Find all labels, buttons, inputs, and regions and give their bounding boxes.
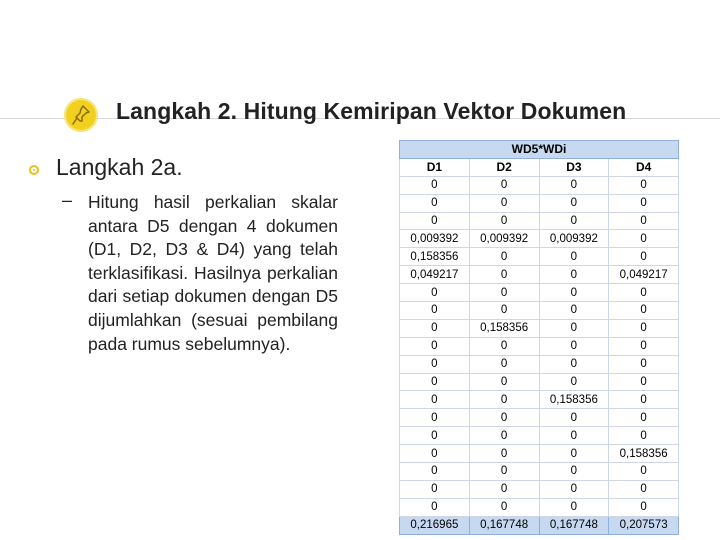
table-cell: 0 [539, 284, 609, 302]
table-row [400, 480, 679, 498]
table-cell: 0 [539, 248, 609, 266]
table-cell: 0 [469, 337, 539, 355]
table-cell: 0 [609, 409, 679, 427]
table-row [400, 248, 679, 266]
table-row [400, 337, 679, 355]
table-cell: 0 [400, 176, 470, 194]
table-cell: 0 [609, 319, 679, 337]
dash-bullet: – [62, 190, 73, 210]
pushpin-icon [64, 98, 98, 132]
table-cell: 0 [469, 445, 539, 463]
table-cell: 0 [400, 319, 470, 337]
table-row [400, 409, 679, 427]
table-cell: 0 [609, 212, 679, 230]
table-row [400, 355, 679, 373]
table-cell: 0 [539, 194, 609, 212]
table-cell: 0 [400, 284, 470, 302]
ring-bullet-icon [29, 165, 39, 175]
table-title: WD5*WDi [400, 141, 679, 159]
table-cell: 0 [469, 373, 539, 391]
table-cell: 0 [469, 248, 539, 266]
column-header: D3 [539, 158, 609, 176]
table-cell: 0 [469, 176, 539, 194]
table-cell: 0 [469, 302, 539, 320]
table-cell: 0 [539, 212, 609, 230]
table-row [400, 230, 679, 248]
table-cell: 0 [469, 391, 539, 409]
table-row [400, 463, 679, 481]
sub-bullet-text: Hitung hasil perkalian skalar antara D5 dengan 4 dokumen (D1, D2, D3 & D4) yang telah terklasifikasi. Hasilnya perkalian dari setiap dokumen dengan D5 dijumlahkan (sesuai pembilang pada rumus sebelumnya). [88, 192, 338, 354]
table-cell: 0 [400, 337, 470, 355]
total-cell: 0,207573 [609, 516, 679, 534]
table-cell: 0,009392 [469, 230, 539, 248]
table-row [400, 176, 679, 194]
table-cell: 0,158356 [609, 445, 679, 463]
table-row [400, 391, 679, 409]
table-cell: 0 [400, 391, 470, 409]
table-cell: 0 [539, 176, 609, 194]
table-cell: 0 [539, 355, 609, 373]
slide-title: Langkah 2. Hitung Kemiripan Vektor Dokumen [116, 98, 627, 124]
table-cell: 0 [539, 463, 609, 481]
table-totals-row [400, 516, 679, 534]
table-cell: 0 [609, 284, 679, 302]
table-cell: 0 [539, 373, 609, 391]
table-cell: 0 [609, 176, 679, 194]
table-cell: 0 [609, 480, 679, 498]
table-title-row [400, 141, 679, 159]
table-cell: 0 [539, 445, 609, 463]
table-row [400, 319, 679, 337]
table-cell: 0 [539, 427, 609, 445]
table-cell: 0 [539, 302, 609, 320]
total-cell: 0,216965 [400, 516, 470, 534]
table-cell: 0 [609, 302, 679, 320]
table-cell: 0 [539, 337, 609, 355]
table-row [400, 302, 679, 320]
table-cell: 0 [609, 498, 679, 516]
table-cell: 0 [609, 355, 679, 373]
column-header: D1 [400, 158, 470, 176]
table-cell: 0 [400, 498, 470, 516]
table-cell: 0 [469, 480, 539, 498]
table-cell: 0 [469, 266, 539, 284]
similarity-table [399, 140, 679, 535]
table-cell: 0 [400, 480, 470, 498]
table-cell: 0 [400, 212, 470, 230]
table-cell: 0 [609, 427, 679, 445]
table-cell: 0 [469, 355, 539, 373]
table-cell: 0 [400, 373, 470, 391]
table-row [400, 445, 679, 463]
table-row [400, 266, 679, 284]
table-row [400, 194, 679, 212]
column-header: D4 [609, 158, 679, 176]
table-cell: 0,049217 [609, 266, 679, 284]
table-cell: 0 [400, 355, 470, 373]
table-cell: 0 [609, 248, 679, 266]
table-cell: 0 [469, 498, 539, 516]
table-cell: 0 [469, 427, 539, 445]
table-cell: 0 [400, 445, 470, 463]
table-cell: 0 [609, 373, 679, 391]
total-cell: 0,167748 [539, 516, 609, 534]
table-cell: 0 [400, 194, 470, 212]
table-cell: 0 [539, 319, 609, 337]
table-row [400, 498, 679, 516]
table-cell: 0,049217 [400, 266, 470, 284]
table-cell: 0 [469, 194, 539, 212]
table-cell: 0 [400, 427, 470, 445]
table-row [400, 212, 679, 230]
table-cell: 0 [469, 463, 539, 481]
bullet-text: Langkah 2a. [56, 154, 183, 180]
table-cell: 0 [539, 409, 609, 427]
table-cell: 0 [400, 302, 470, 320]
table-cell: 0 [539, 266, 609, 284]
total-cell: 0,167748 [469, 516, 539, 534]
table-cell: 0 [609, 230, 679, 248]
table-cell: 0,009392 [539, 230, 609, 248]
table-row [400, 373, 679, 391]
table-cell: 0 [609, 463, 679, 481]
table-cell: 0 [469, 212, 539, 230]
table-cell: 0 [609, 194, 679, 212]
table-cell: 0,009392 [400, 230, 470, 248]
table-cell: 0 [469, 284, 539, 302]
table-cell: 0 [539, 480, 609, 498]
table-cell: 0 [609, 391, 679, 409]
table-cell: 0,158356 [469, 319, 539, 337]
table-cell: 0 [539, 498, 609, 516]
table-cell: 0,158356 [539, 391, 609, 409]
table-cell: 0 [469, 409, 539, 427]
column-header: D2 [469, 158, 539, 176]
table-cell: 0 [400, 463, 470, 481]
table-row [400, 427, 679, 445]
table-row [400, 284, 679, 302]
table-cell: 0,158356 [400, 248, 470, 266]
table-cell: 0 [400, 409, 470, 427]
table-header-row [400, 158, 679, 176]
table-cell: 0 [609, 337, 679, 355]
